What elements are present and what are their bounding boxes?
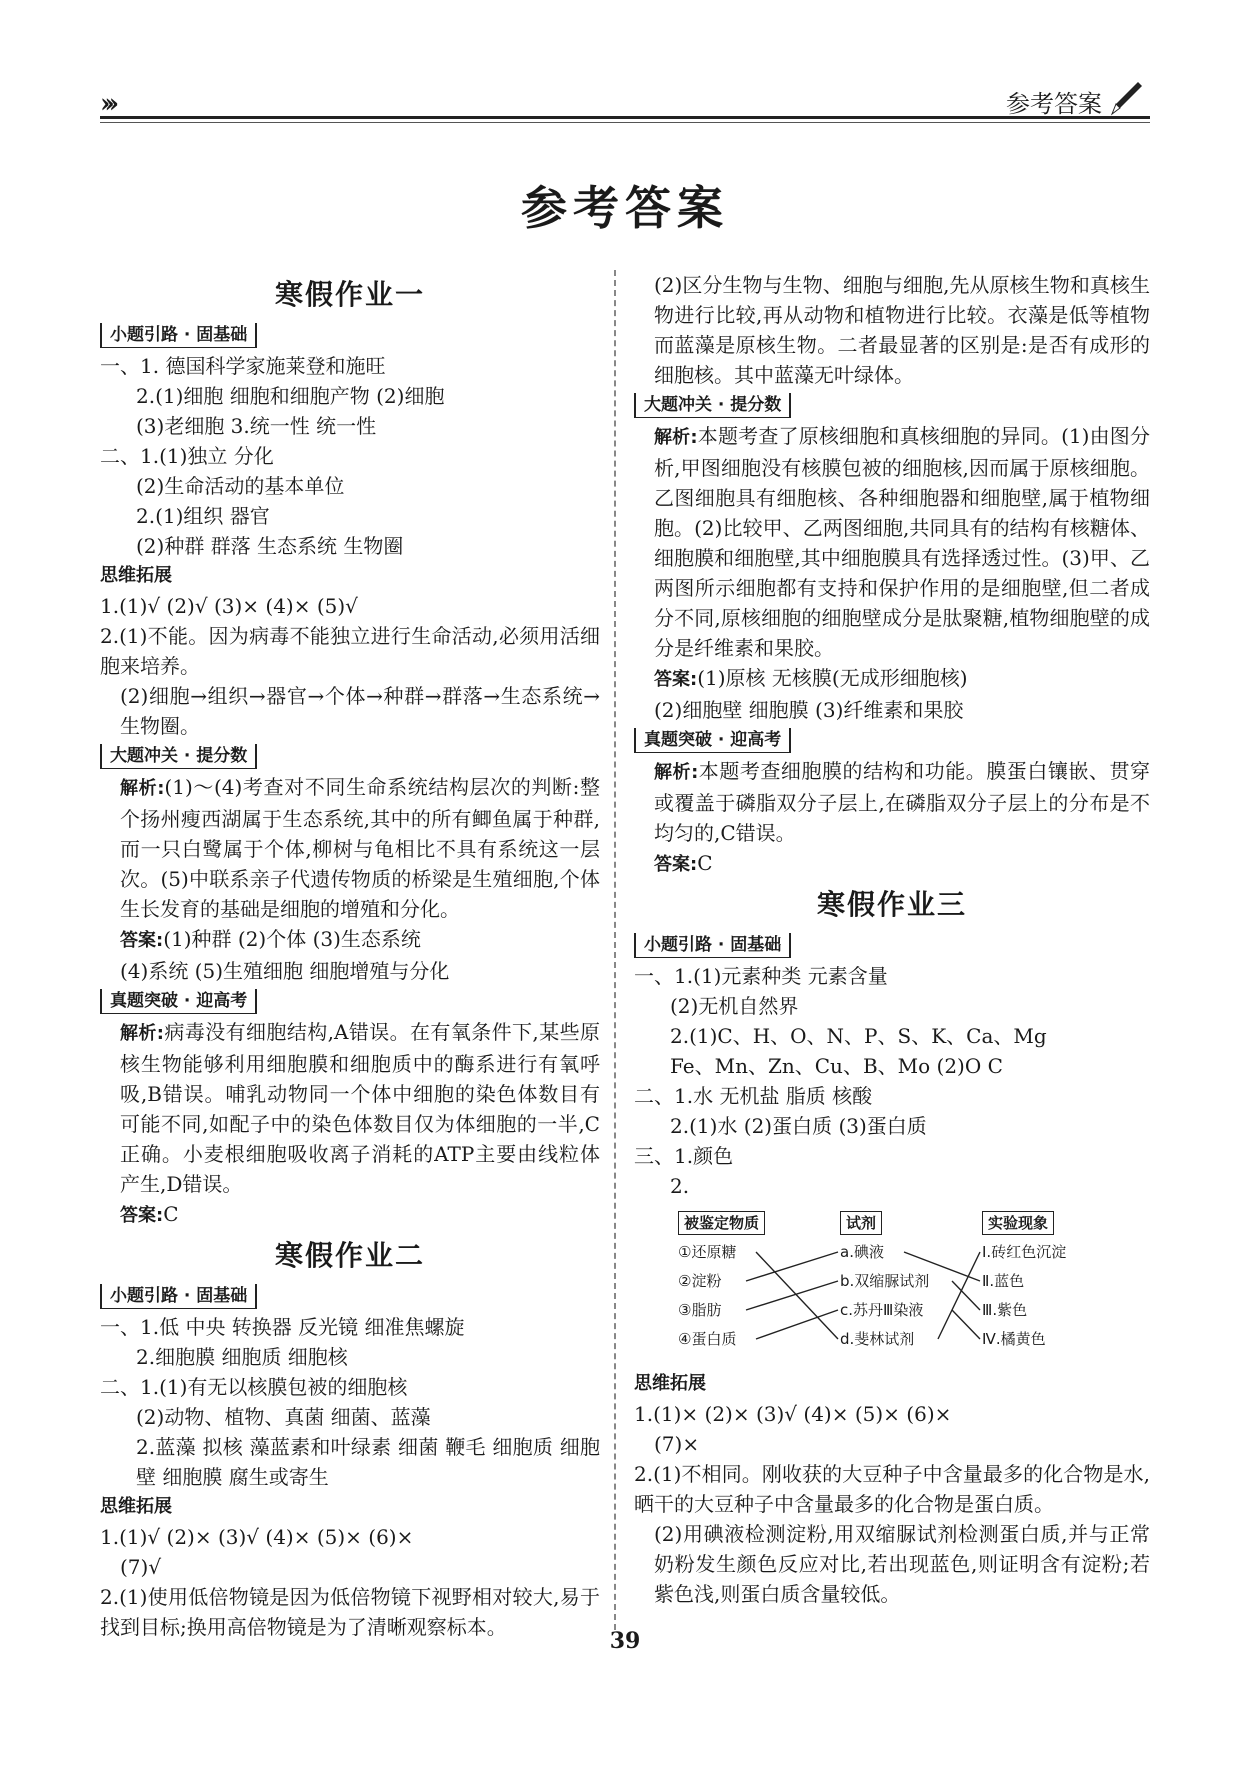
- match-line: [746, 1281, 838, 1310]
- match-line: [952, 1281, 980, 1310]
- answer-paragraph: (2)细胞→组织→器官→个体→种群→群落→生态系统→生物圈。: [120, 684, 600, 738]
- answer-line: 一、1.低 中央 转换器 反光镜 细准焦螺旋: [100, 1315, 465, 1339]
- answer-paragraph: (2)用碘液检测淀粉,用双缩脲试剂检测蛋白质,并与正常奶粉发生颜色反应对比,若出现蓝色,则证明含有淀粉;若紫色浅,则蛋白质含量较低。: [654, 1522, 1150, 1606]
- substance-item: ④蛋白质: [678, 1330, 737, 1348]
- answer-line: 二、1.(1)有无以核膜包被的细胞核: [100, 1375, 408, 1399]
- section-tag: 大题冲关 · 提分数: [634, 393, 791, 418]
- answer-line: 1.(1)× (2)× (3)√ (4)× (5)× (6)×: [634, 1402, 952, 1426]
- answer-line: (2)生命活动的基本单位: [136, 474, 345, 498]
- section-tag: 大题冲关 · 提分数: [100, 744, 257, 769]
- answer-line: (2)种群 群落 生态系统 生物圈: [136, 534, 404, 558]
- match-line: [756, 1310, 838, 1339]
- answer-line: (2)动物、植物、真菌 细菌、蓝藻: [136, 1405, 431, 1429]
- answer-line: 2.细胞膜 细胞质 细胞核: [136, 1345, 348, 1369]
- answer-line: (4)系统 (5)生殖细胞 细胞增殖与分化: [120, 959, 450, 983]
- subsection-label: 思维拓展: [100, 565, 172, 586]
- reagent-item: d.斐林试剂: [840, 1330, 915, 1348]
- answer-line: [100, 1199, 600, 1231]
- answer-label: 答案:: [654, 854, 698, 875]
- answer-paragraph: 2.蓝藻 拟核 藻蓝素和叶绿素 细菌 鞭毛 细胞质 细胞壁 细胞膜 腐生或寄生: [136, 1435, 600, 1489]
- answer-line: 一、1. 德国科学家施莱登和施旺: [100, 354, 386, 378]
- reagent-item: c.苏丹Ⅲ染液: [840, 1301, 924, 1319]
- phenomenon-item: Ⅱ.蓝色: [982, 1272, 1025, 1290]
- answer-line: [100, 924, 600, 956]
- answer-line: 2.(1)C、H、O、N、P、S、K、Ca、Mg: [670, 1024, 1047, 1048]
- analysis-paragraph: [634, 421, 1150, 663]
- analysis-text: (1)～(4)考查对不同生命系统结构层次的判断:整个扬州瘦西湖属于生态系统,其中的所有鲫鱼属于种群,而一只白鹭属于个体,柳树与龟相比不具有系统这一层次。(5)中联系亲子代遗传物质的桥梁是生殖细胞,个体生长发育的基础是细胞的增殖和分化。: [120, 775, 600, 921]
- answer-text: (1)原核 无核膜(无成形细胞核): [697, 666, 968, 690]
- analysis-label: 解析:: [120, 1023, 165, 1044]
- section-title-1: 寒假作业一: [274, 278, 425, 311]
- left-column: [100, 270, 600, 1642]
- subsection-label: 思维拓展: [100, 1496, 172, 1517]
- header-rule-thin: [100, 122, 1150, 123]
- diagram-header-reagent: 试剂: [840, 1211, 882, 1235]
- answer-label: 答案:: [120, 1205, 164, 1226]
- analysis-text: 本题考查细胞膜的结构和功能。膜蛋白镶嵌、贯穿或覆盖于磷脂双分子层上,在磷脂双分子层上的分布是不均匀的,C错误。: [654, 759, 1150, 845]
- match-line: [938, 1252, 980, 1339]
- header-chevron-icon: ›››: [100, 89, 114, 119]
- substance-item: ②淀粉: [678, 1272, 722, 1290]
- diagram-header-substance: 被鉴定物质: [678, 1211, 765, 1235]
- reagent-item: a.碘液: [840, 1243, 884, 1261]
- answer-text: C: [163, 1202, 179, 1226]
- header-title: 参考答案: [1006, 90, 1102, 118]
- answer-line: 2.(1)水 (2)蛋白质 (3)蛋白质: [670, 1114, 927, 1138]
- phenomenon-item: Ⅰ.砖红色沉淀: [982, 1243, 1067, 1261]
- analysis-label: 解析:: [654, 762, 699, 783]
- answer-line: (2)细胞壁 细胞膜 (3)纤维素和果胶: [654, 698, 964, 722]
- section-title-2: 寒假作业二: [274, 1239, 425, 1272]
- substance-item: ③脂肪: [678, 1301, 722, 1319]
- answer-paragraph: 2.(1)使用低倍物镜是因为低倍物镜下视野相对较大,易于找到目标;换用高倍物镜是为了清晰观察标本。: [100, 1585, 600, 1639]
- analysis-paragraph: [100, 1017, 600, 1199]
- answer-label: 答案:: [654, 669, 698, 690]
- answer-text: C: [697, 851, 713, 875]
- subsection-label: 思维拓展: [634, 1373, 706, 1394]
- pen-icon: [1106, 78, 1146, 118]
- answer-line: 2.: [670, 1174, 690, 1198]
- phenomenon-item: Ⅲ.紫色: [982, 1301, 1028, 1319]
- answer-line: (7)√: [120, 1555, 162, 1579]
- match-line: [952, 1310, 980, 1339]
- section-tag: 真题突破 · 迎高考: [100, 989, 257, 1014]
- answer-line: (7)×: [654, 1432, 700, 1456]
- section-title-3: 寒假作业三: [816, 888, 967, 921]
- section-tag: 小题引路 · 固基础: [634, 933, 791, 958]
- answer-line: 1.(1)√ (2)× (3)√ (4)× (5)× (6)×: [100, 1525, 414, 1549]
- right-column: [634, 270, 1150, 1609]
- page-title: 参考答案: [521, 181, 729, 235]
- answer-line: 一、1.(1)元素种类 元素含量: [634, 964, 888, 988]
- answer-paragraph: (2)区分生物与生物、细胞与细胞,先从原核生物和真核生物进行比较,再从动物和植物进行比较。衣藻是低等植物而蓝藻是原核生物。二者最显著的区别是:是否有成形的细胞核。其中蓝藻无叶绿体。: [654, 273, 1150, 387]
- answer-line: 2.(1)细胞 细胞和细胞产物 (2)细胞: [136, 384, 445, 408]
- section-tag: 真题突破 · 迎高考: [634, 728, 791, 753]
- answer-line: (2)无机自然界: [670, 994, 799, 1018]
- header-rule: [100, 116, 1150, 119]
- answer-line: Fe、Mn、Zn、Cu、B、Mo (2)O C: [670, 1054, 1003, 1078]
- answer-line: 1.(1)√ (2)√ (3)× (4)× (5)√: [100, 594, 358, 618]
- analysis-label: 解析:: [120, 778, 165, 799]
- answer-line: [634, 848, 1150, 880]
- answer-line: 二、1.(1)独立 分化: [100, 444, 274, 468]
- matching-diagram: [634, 1209, 1150, 1369]
- answer-line: 二、1.水 无机盐 脂质 核酸: [634, 1084, 873, 1108]
- analysis-paragraph: [100, 772, 600, 924]
- answer-text: (1)种群 (2)个体 (3)生态系统: [163, 927, 421, 951]
- diagram-header-phenomenon: 实验现象: [982, 1211, 1054, 1235]
- section-tag: 小题引路 · 固基础: [100, 323, 257, 348]
- answer-label: 答案:: [120, 930, 164, 951]
- substance-item: ①还原糖: [678, 1243, 737, 1261]
- section-tag: 小题引路 · 固基础: [100, 1284, 257, 1309]
- analysis-text: 本题考查了原核细胞和真核细胞的异同。(1)由图分析,甲图细胞没有核膜包被的细胞核,因而属于原核细胞。乙图细胞具有细胞核、各种细胞器和细胞壁,属于植物细胞。(2)比较甲、乙两图细胞,共同具有的结构有核糖体、细胞膜和细胞壁,其中细胞膜具有选择透过性。(3)甲、乙两图所示细胞都有支持和保护作用的是细胞壁,但二者成分不同,原核细胞的细胞壁成分是肽聚糖,植物细胞壁的成分是纤维素和果胶。: [654, 424, 1150, 660]
- answer-line: 三、1.颜色: [634, 1144, 734, 1168]
- reagent-item: b.双缩脲试剂: [840, 1272, 930, 1290]
- analysis-paragraph: [634, 756, 1150, 848]
- answer-paragraph: 2.(1)不能。因为病毒不能独立进行生命活动,必须用活细胞来培养。: [100, 624, 600, 678]
- answer-line: (3)老细胞 3.统一性 统一性: [136, 414, 377, 438]
- analysis-label: 解析:: [654, 427, 698, 448]
- analysis-text: 病毒没有细胞结构,A错误。在有氧条件下,某些原核生物能够利用细胞膜和细胞质中的酶系进行有氧呼吸,B错误。哺乳动物同一个体中细胞的染色体数目有可能不同,如配子中的染色体数目仅为体细胞的一半,C正确。小麦根细胞吸收离子消耗的ATP主要由线粒体产生,D错误。: [120, 1020, 600, 1196]
- matching-lines: [634, 1209, 1150, 1369]
- answer-paragraph: 2.(1)不相同。刚收获的大豆种子中含量最多的化合物是水,晒干的大豆种子中含量最多的化合物是蛋白质。: [634, 1462, 1150, 1516]
- phenomenon-item: Ⅳ.橘黄色: [982, 1330, 1046, 1348]
- page-number: 39: [609, 1628, 641, 1654]
- column-divider: [614, 270, 616, 1630]
- answer-line: [634, 663, 1150, 695]
- answer-line: 2.(1)组织 器官: [136, 504, 270, 528]
